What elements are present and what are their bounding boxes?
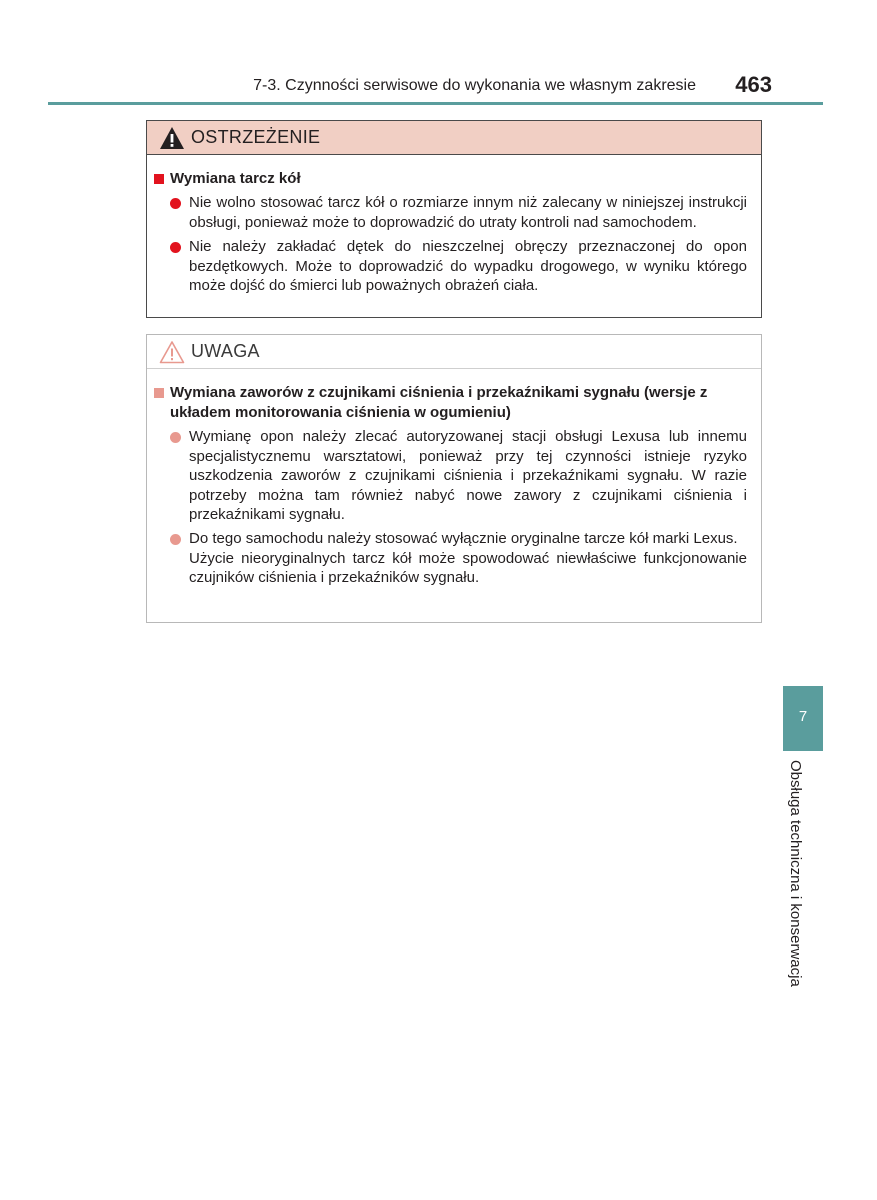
notice-box-header (147, 335, 761, 369)
warning-triangle-outline-icon (159, 340, 185, 364)
chapter-tab (783, 686, 823, 751)
warning-section-title-text: Wymiana tarcz kół (170, 170, 301, 187)
notice-bullet-2-text: Do tego samochodu należy stosować wyłącznie oryginalne tarcze kół marki Lexus. (189, 530, 738, 547)
notice-bullet-2 (189, 529, 747, 588)
notice-section-title-text: Wymiana zaworów z czujnikami ciśnienia i przekaźnikami sygnału (wersje z układem monitorowania ciśnienia w ogumieniu) (170, 384, 708, 421)
round-bullet-icon (170, 534, 181, 545)
notice-bullet-2-continuation: Użycie nieoryginalnych tarcz kół może spowodować niewłaściwe funkcjonowanie czujników ciśnienia i przekaźników sygnału. (189, 549, 747, 587)
square-bullet-icon (154, 388, 164, 398)
warning-bullet-1 (189, 193, 747, 232)
warning-box-title: OSTRZEŻENIE (191, 127, 321, 147)
chapter-tab-label: Obsługa techniczna i konserwacja (787, 760, 804, 987)
notice-bullet-1-text: Wymianę opon należy zlecać autoryzowanej stacji obsługi Lexusa lub innemu specjalistycznemu warsztatowi, ponieważ przy tej czynności istnieje ryzyko uszkodzenia zaworów z czujnikami ciśnienia i przekaźnikami sygnału. W razie potrzeby można tam również nabyć nowe zawory z czujnikami ciśnienia i przekaźnikami sygnału. (189, 428, 747, 524)
warning-section-title (154, 169, 301, 189)
notice-box-title: UWAGA (191, 341, 260, 361)
square-bullet-icon (154, 174, 164, 184)
notice-bullet-1 (189, 427, 747, 525)
round-bullet-icon (170, 198, 181, 209)
header-divider (48, 102, 823, 105)
warning-box (146, 120, 762, 318)
warning-bullet-2-text: Nie należy zakładać dętek do nieszczelnej obręczy przeznaczonej do opon bezdętkowych. Może to doprowadzić do wypadku drogowego, w wyniku którego może dojść do śmierci lub poważnych obrażeń ciała. (189, 238, 747, 295)
warning-box-header (147, 121, 761, 155)
page-number: 463 (735, 72, 772, 97)
notice-section-title (154, 383, 755, 423)
round-bullet-icon (170, 242, 181, 253)
warning-triangle-filled-icon (159, 126, 185, 150)
warning-bullet-2 (189, 237, 747, 296)
chapter-tab-number: 7 (798, 708, 808, 725)
notice-box (146, 334, 762, 623)
warning-bullet-1-text: Nie wolno stosować tarcz kół o rozmiarze innym niż zalecany w niniejszej instrukcji obsługi, ponieważ może to doprowadzić do utraty kontroli nad samochodem. (189, 194, 747, 231)
round-bullet-icon (170, 432, 181, 443)
chapter-section-title: 7-3. Czynności serwisowe do wykonania we własnym zakresie (253, 77, 696, 94)
